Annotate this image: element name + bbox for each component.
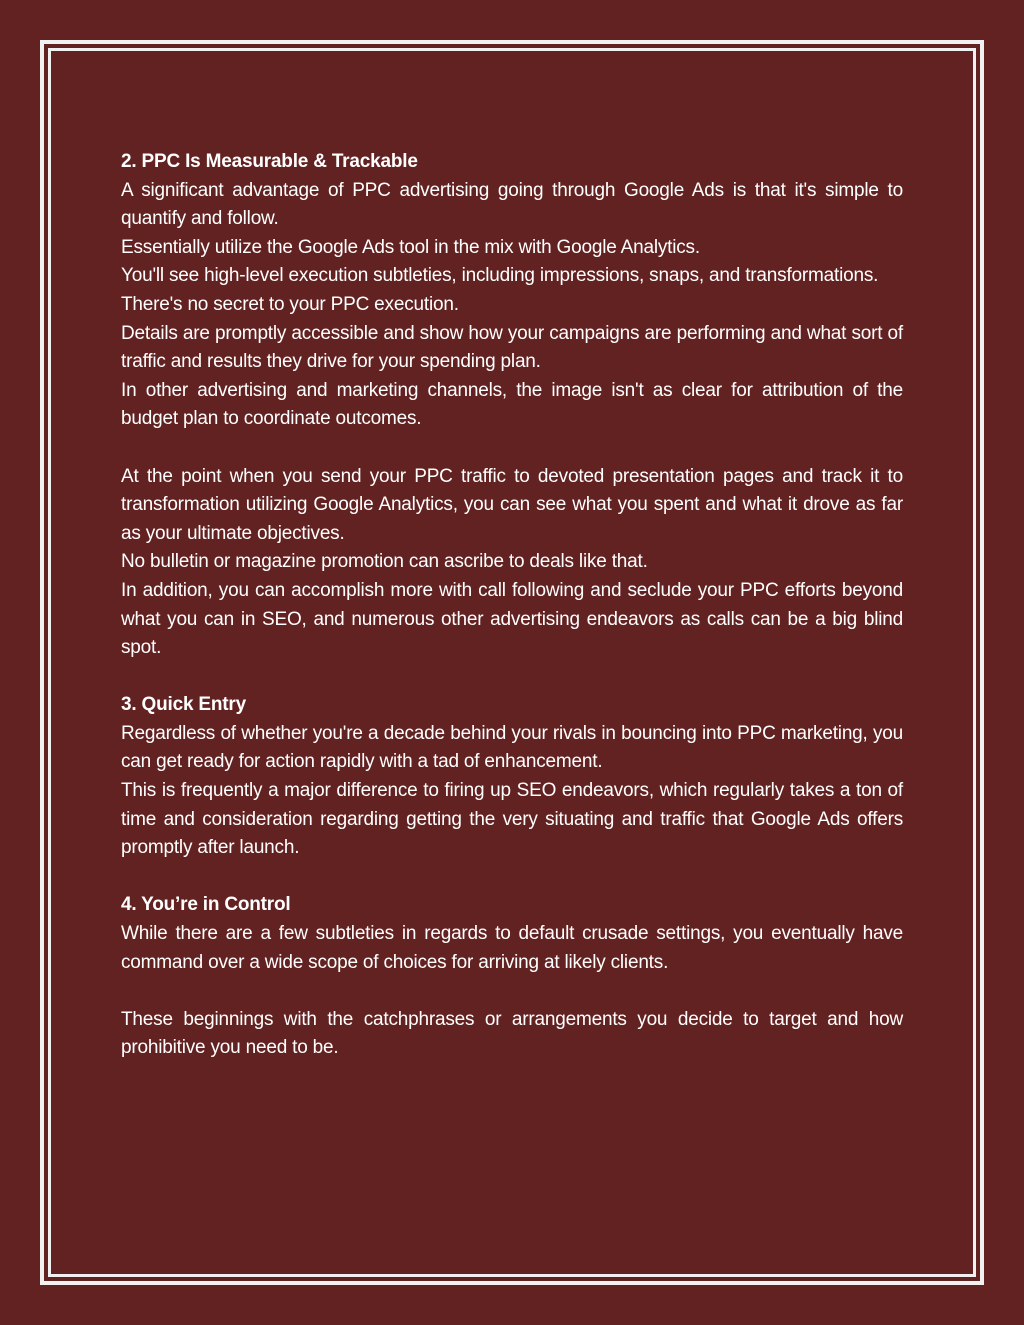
paragraph: Essentially utilize the Google Ads tool in the mix with Google Analytics. <box>121 236 700 258</box>
paragraph: Regardless of whether you're a decade behind your rivals in bouncing into PPC marketing, you can get ready for action rapidly with a tad of enhancement. <box>121 722 903 773</box>
paragraph-gap <box>121 434 903 463</box>
paragraph: In other advertising and marketing channels, the image isn't as clear for attribution of the budget plan to coordinate outcomes. <box>121 379 903 430</box>
section-in-control <box>121 891 903 1063</box>
paragraph: You'll see high-level execution subtleties, including impressions, snaps, and transformations. <box>121 265 879 287</box>
paragraph: At the point when you send your PPC traffic to devoted presentation pages and track it to transformation utilizing Google Analytics, you can see what you spent and what it drove as far as your ultimate objectives. <box>121 465 903 544</box>
paragraph-gap <box>121 977 903 1006</box>
paragraph: There's no secret to your PPC execution. <box>121 293 459 315</box>
paragraph: Details are promptly accessible and show how your campaigns are performing and what sort of traffic and results they drive for your spending plan. <box>121 322 903 373</box>
paragraph: A significant advantage of PPC advertising going through Google Ads is that it's simple to quantify and follow. <box>121 179 903 230</box>
paragraph: This is frequently a major difference to firing up SEO endeavors, which regularly takes a ton of time and consideration regarding getting the very situating and traffic that Google Ads offers promptly after launch. <box>121 780 903 859</box>
section-gap <box>121 663 903 692</box>
section-heading: 3. Quick Entry <box>121 694 246 716</box>
paragraph: No bulletin or magazine promotion can ascribe to deals like that. <box>121 551 648 573</box>
paragraph: While there are a few subtleties in regards to default crusade settings, you eventually have command over a wide scope of choices for arriving at likely clients. <box>121 923 903 973</box>
section-quick-entry <box>121 691 903 863</box>
section-gap <box>121 863 903 892</box>
section-heading: 2. PPC Is Measurable & Trackable <box>121 151 418 172</box>
document-body <box>121 148 903 1063</box>
paragraph: In addition, you can accomplish more with call following and seclude your PPC efforts beyond what you can in SEO, and numerous other advertising endeavors as calls can be a big blind spot. <box>121 579 903 659</box>
section-ppc-measurable <box>121 148 903 663</box>
paragraph: These beginnings with the catchphrases or arrangements you decide to target and how prohibitive you need to be. <box>121 1008 903 1059</box>
section-heading: 4. You’re in Control <box>121 894 291 916</box>
